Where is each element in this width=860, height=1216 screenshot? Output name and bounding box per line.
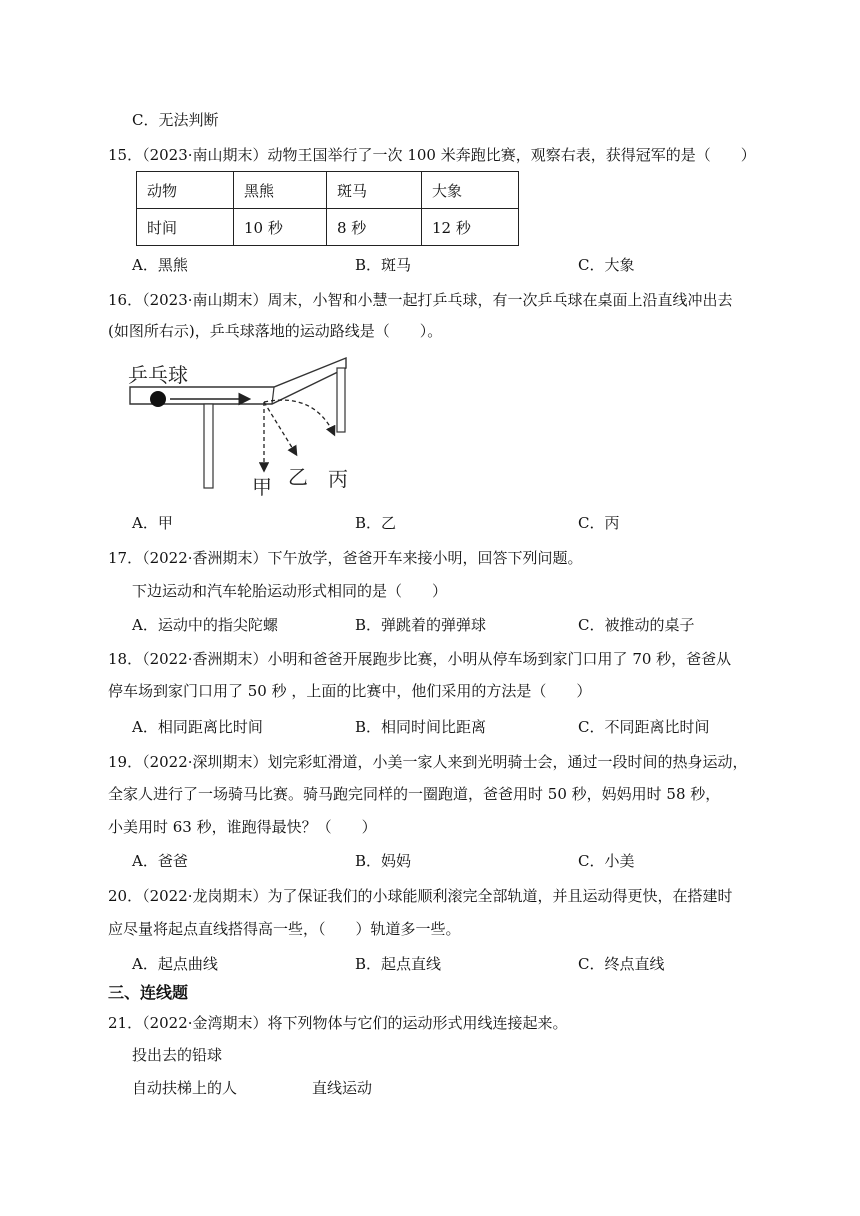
table-cell: 大象 — [422, 172, 519, 209]
q19-number: 19． — [108, 753, 143, 771]
table-cell: 动物 — [137, 172, 234, 209]
q18-source: （2022·香洲期末） — [142, 650, 268, 668]
q16-option-c[interactable]: C．丙 — [578, 514, 620, 532]
q18-option-a[interactable]: A．相同距离比时间 — [132, 718, 263, 736]
q19-stem-line1 — [108, 751, 748, 773]
table-leg-front — [204, 404, 213, 488]
ping-pong-figure — [124, 352, 354, 497]
q15-text: 动物王国举行了一次 100 米奔跑比赛，观察右表，获得冠军的是（ ） — [267, 146, 756, 164]
q20-option-a[interactable]: A．起点曲线 — [132, 955, 218, 973]
q19-option-c[interactable]: C．小美 — [578, 852, 635, 870]
q21-source: （2022·金湾期末） — [142, 1014, 268, 1032]
q20-stem-line1 — [108, 885, 733, 907]
q15-number: 15． — [108, 146, 143, 164]
q21-number: 21． — [108, 1014, 143, 1032]
match-item-escalator-person[interactable]: 自动扶梯上的人 — [132, 1079, 238, 1097]
q15-option-c[interactable]: C．大象 — [578, 256, 635, 274]
q16-number: 16． — [108, 291, 143, 309]
q19-text-1: 划完彩虹滑道，小美一家人来到光明骑士会，通过一段时间的热身运动， — [267, 753, 748, 771]
q18-stem-line2: 停车场到家门口用了 50 秒 ，上面的比赛中，他们采用的方法是（ ） — [108, 682, 592, 700]
match-item-shot-put[interactable]: 投出去的铅球 — [132, 1046, 223, 1064]
q17-text: 下午放学，爸爸开车来接小明，回答下列问题。 — [267, 549, 583, 567]
q20-option-c[interactable]: C．终点直线 — [578, 955, 665, 973]
table-cell: 时间 — [137, 209, 234, 246]
q17-option-c[interactable]: C．被推动的桌子 — [578, 616, 695, 634]
q21-text: 将下列物体与它们的运动形式用线连接起来。 — [267, 1014, 568, 1032]
table-cell: 斑马 — [327, 172, 422, 209]
q15-option-b[interactable]: B．斑马 — [355, 256, 412, 274]
section-heading: 三、连线题 — [108, 983, 189, 1002]
label-bing: 丙 — [328, 467, 348, 491]
q20-option-b[interactable]: B．起点直线 — [355, 955, 442, 973]
q18-option-c[interactable]: C．不同距离比时间 — [578, 718, 710, 736]
match-form-linear-motion[interactable]: 直线运动 — [312, 1079, 373, 1097]
q19-source: （2022·深圳期末） — [142, 753, 268, 771]
q16-option-b[interactable]: B．乙 — [355, 514, 397, 532]
q19-stem-line3: 小美用时 63 秒，谁跑得最快？（ ） — [108, 818, 377, 836]
q16-stem-line2: (如图所右示)，乒乓球落地的运动路线是（ ）。 — [108, 322, 443, 340]
q18-text-1: 小明和爸爸开展跑步比赛，小明从停车场到家门口用了 70 秒，爸爸从 — [267, 650, 732, 668]
label-yi: 乙 — [288, 465, 308, 489]
q19-option-a[interactable]: A．爸爸 — [132, 852, 188, 870]
q14-option-c[interactable]: C．无法判断 — [132, 111, 219, 129]
q18-number: 18． — [108, 650, 143, 668]
path-bing — [264, 400, 334, 434]
q18-stem-line1 — [108, 648, 731, 670]
table-row — [137, 172, 519, 209]
ball-label: 乒乓球 — [128, 363, 188, 387]
q17-option-a[interactable]: A．运动中的指尖陀螺 — [132, 616, 278, 634]
q17-source: （2022·香洲期末） — [142, 549, 268, 567]
q21-stem — [108, 1012, 568, 1034]
q20-source: （2022·龙岗期末） — [142, 887, 268, 905]
q16-stem-line1 — [108, 289, 733, 311]
table-row — [137, 209, 519, 246]
q17-number: 17． — [108, 549, 143, 567]
q20-number: 20． — [108, 887, 143, 905]
q16-text-1: 周末，小智和小慧一起打乒乓球，有一次乒乓球在桌面上沿直线冲出去 — [267, 291, 733, 309]
q15-table — [136, 171, 519, 246]
table-cell: 10 秒 — [234, 209, 327, 246]
q15-stem — [108, 144, 756, 166]
table-cell: 12 秒 — [422, 209, 519, 246]
path-yi — [264, 402, 296, 454]
ball-icon — [150, 391, 166, 407]
q18-option-b[interactable]: B．相同时间比距离 — [355, 718, 487, 736]
q15-source: （2023·南山期末） — [142, 146, 268, 164]
q17-option-b[interactable]: B．弹跳着的弹弹球 — [355, 616, 487, 634]
q17-stem — [108, 547, 583, 569]
table-cell: 黑熊 — [234, 172, 327, 209]
table-leg-back — [337, 368, 345, 432]
q19-option-b[interactable]: B．妈妈 — [355, 852, 412, 870]
q20-text-1: 为了保证我们的小球能顺利滚完全部轨道，并且运动得更快，在搭建时 — [267, 887, 733, 905]
label-jia: 甲 — [252, 475, 272, 497]
q19-stem-line2: 全家人进行了一场骑马比赛。骑马跑完同样的一圈跑道，爸爸用时 50 秒，妈妈用时 58 秒， — [108, 785, 721, 803]
q15-option-a[interactable]: A．黑熊 — [132, 256, 188, 274]
q17-subquestion: 下边运动和汽车轮胎运动形式相同的是（ ） — [132, 582, 448, 600]
q16-option-a[interactable]: A．甲 — [132, 514, 173, 532]
q20-stem-line2: 应尽量将起点直线搭得高一些，（ ）轨道多一些。 — [108, 920, 461, 938]
q16-source: （2023·南山期末） — [142, 291, 268, 309]
table-cell: 8 秒 — [327, 209, 422, 246]
